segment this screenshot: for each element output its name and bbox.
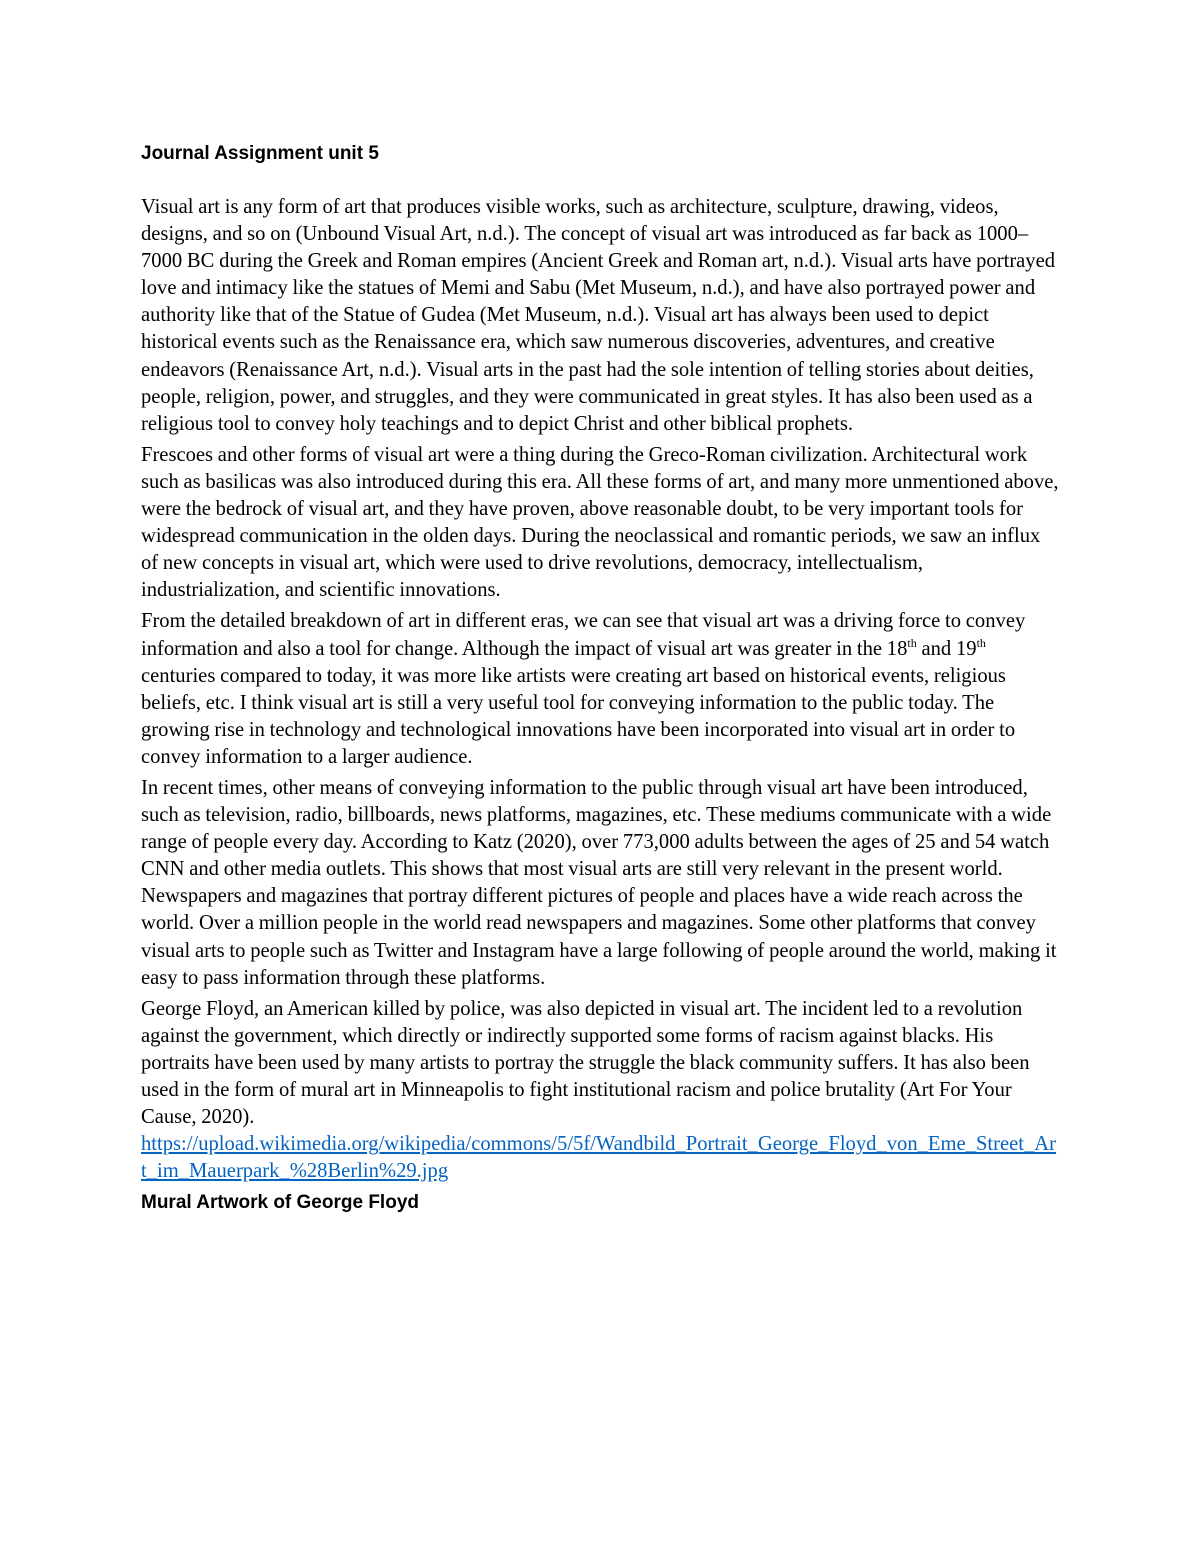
paragraph-1: Visual art is any form of art that produces visible works, such as architecture, sculpture, drawing, videos, designs, and so on (Unbound Visual Art, n.d.). The concept of visual art was introduced as far back as 1000–7000 BC during the Greek and Roman empires (Ancient Greek and Roman art, n.d.). Visual arts have portrayed love and intimacy like the statues of Memi and Sabu (Met Museum, n.d.), and have also portrayed power and authority like that of the Statue of Gudea (Met Museum, n.d.). Visual art has always been used to depict historical events such as the Renaissance era, which saw numerous discoveries, adventures, and creative endeavors (Renaissance Art, n.d.). Visual arts in the past had the sole intention of telling stories about deities, people, religion, power, and struggles, and they were communicated in great styles. It has also been used as a religious tool to convey holy teachings and to depict Christ and other biblical prophets. bbox=[141, 196, 1056, 435]
image-source-link[interactable]: https://upload.wikimedia.org/wikipedia/commons/5/5f/Wandbild_Portrait_George_Floyd_von_Eme_Street_Art_im_Mauerpark_%28Berlin%29.jpg bbox=[141, 1133, 1057, 1183]
paragraph-3-part-2: and 19 bbox=[916, 637, 977, 660]
superscript-th-2: th bbox=[976, 635, 986, 650]
paragraph-4: In recent times, other means of conveying information to the public through visual art have been introduced, such as television, radio, billboards, news platforms, magazines, etc. These mediums communicate with a wide range of people every day. According to Katz (2020), over 773,000 adults between the ages of 25 and 54 watch CNN and other media outlets. This shows that most visual arts are still very relevant in the present world. Newspapers and magazines that portray different pictures of people and places have a wide reach across the world. Over a million people in the world read newspapers and magazines. Some other platforms that convey visual arts to people such as Twitter and Instagram have a large following of people around the world, making it easy to pass information through these platforms. bbox=[141, 776, 1057, 989]
paragraph-2: Frescoes and other forms of visual art were a thing during the Greco-Roman civilization. Architectural work such as basilicas was also introduced during this era. All these forms of art, and many more unmentioned above, were the bedrock of visual art, and they have proven, above reasonable doubt, to be very important tools for widespread communication in the olden days. During the neoclassical and romantic periods, we saw an influx of new concepts in visual art, which were used to drive revolutions, democracy, intellectualism, industrialization, and scientific innovations. bbox=[141, 443, 1059, 602]
paragraph-3-part-3: centuries compared to today, it was more like artists were creating art based on historical events, religious beliefs, etc. I think visual art is still a very useful tool for conveying information to the public today. The growing rise in technology and technological innovations have been incorporated into visual art in order to convey information to a larger audience. bbox=[141, 664, 1016, 768]
image-caption: Mural Artwork of George Floyd bbox=[141, 1192, 419, 1214]
document-title: Journal Assignment unit 5 bbox=[141, 143, 379, 164]
paragraph-3 bbox=[141, 608, 1061, 771]
paragraph-3-part-1: From the detailed breakdown of art in different eras, we can see that visual art was a driving force to convey information and also a tool for change. Although the impact of visual art was greater in the 18 bbox=[141, 610, 1026, 660]
document-body bbox=[141, 140, 1061, 1216]
superscript-th-1: th bbox=[907, 635, 917, 650]
paragraph-5: George Floyd, an American killed by police, was also depicted in visual art. The incident led to a revolution against the government, which directly or indirectly supported some forms of racism against blacks. His portraits have been used by many artists to portray the struggle the black community suffers. It has also been used in the form of mural art in Minneapolis to fight institutional racism and police brutality (Art For Your Cause, 2020). bbox=[141, 997, 1030, 1129]
